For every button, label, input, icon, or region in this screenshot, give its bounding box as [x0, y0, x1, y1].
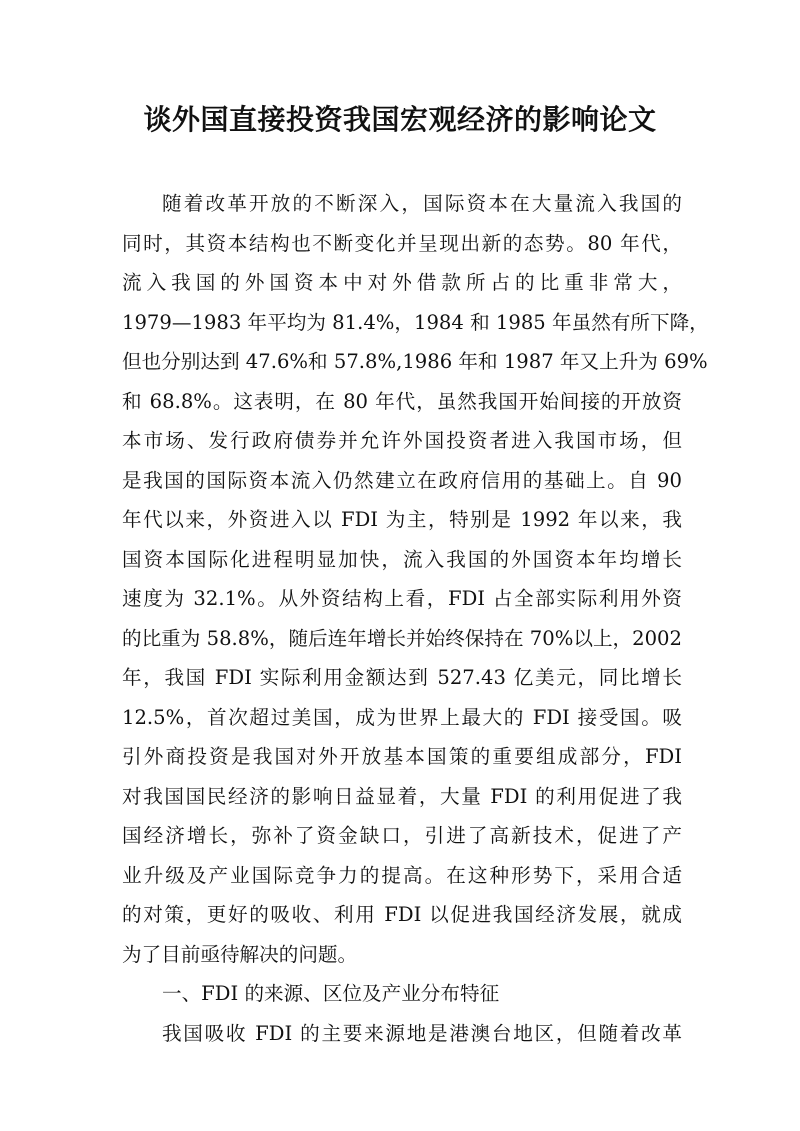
paragraph-line: 年，我国 FDI 实际利用金额达到 527.43 亿美元，同比增长	[122, 666, 682, 689]
paragraph-line: 但也分别达到 47.6%和 57.8%,1986 年和 1987 年又上升为 69%	[122, 350, 708, 373]
paragraph-line: 速度为 32.1%。从外资结构上看，FDI 占全部实际利用外资	[122, 587, 682, 610]
paragraph-line: 本市场、发行政府债券并允许外国投资者进入我国市场，但	[122, 429, 682, 452]
paragraph-line: 为了目前亟待解决的问题。	[122, 942, 358, 966]
paragraph-line: 同时，其资本结构也不断变化并呈现出新的态势。80 年代，	[122, 231, 682, 255]
paragraph-line: 和 68.8%。这表明，在 80 年代，虽然我国开始间接的开放资	[122, 389, 682, 413]
paragraph-line: 的对策，更好的吸收、利用 FDI 以促进我国经济发展，就成	[122, 903, 682, 926]
paragraph-line: 的比重为 58.8%，随后连年增长并始终保持在 70%以上，2002	[122, 626, 682, 650]
paragraph-line: 我国吸收 FDI 的主要来源地是港澳台地区，但随着改革	[162, 1021, 682, 1045]
paragraph-line: 1979—1983 年平均为 81.4%，1984 和 1985 年虽然有所下降，	[122, 310, 709, 334]
paragraph-line: 对我国国民经济的影响日益显着，大量 FDI 的利用促进了我	[122, 784, 682, 808]
body-text	[122, 184, 709, 1053]
page-title: 谈外国直接投资我国宏观经济的影响论文	[143, 103, 657, 136]
paragraph-line: 12.5%，首次超过美国，成为世界上最大的 FDI 接受国。吸	[122, 705, 682, 729]
paragraph-line: 年代以来，外资进入以 FDI 为主，特别是 1992 年以来，我	[122, 508, 682, 531]
paragraph-line: 是我国的国际资本流入仍然建立在政府信用的基础上。自 90	[122, 468, 682, 492]
paragraph-line: 流入我国的外国资本中对外借款所占的比重非常大，	[122, 271, 682, 294]
paragraph-line: 随着改革开放的不断深入，国际资本在大量流入我国的	[162, 192, 682, 215]
paragraph-line: 引外商投资是我国对外开放基本国策的重要组成部分，FDI	[122, 745, 682, 768]
paragraph-line: 业升级及产业国际竞争力的提高。在这种形势下，采用合适	[122, 863, 682, 887]
paragraph-line: 国经济增长，弥补了资金缺口，引进了高新技术，促进了产	[122, 824, 682, 847]
paragraph-line: 国资本国际化进程明显加快，流入我国的外国资本年均增长	[122, 547, 682, 571]
section-heading: 一、FDI 的来源、区位及产业分布特征	[162, 982, 500, 1005]
